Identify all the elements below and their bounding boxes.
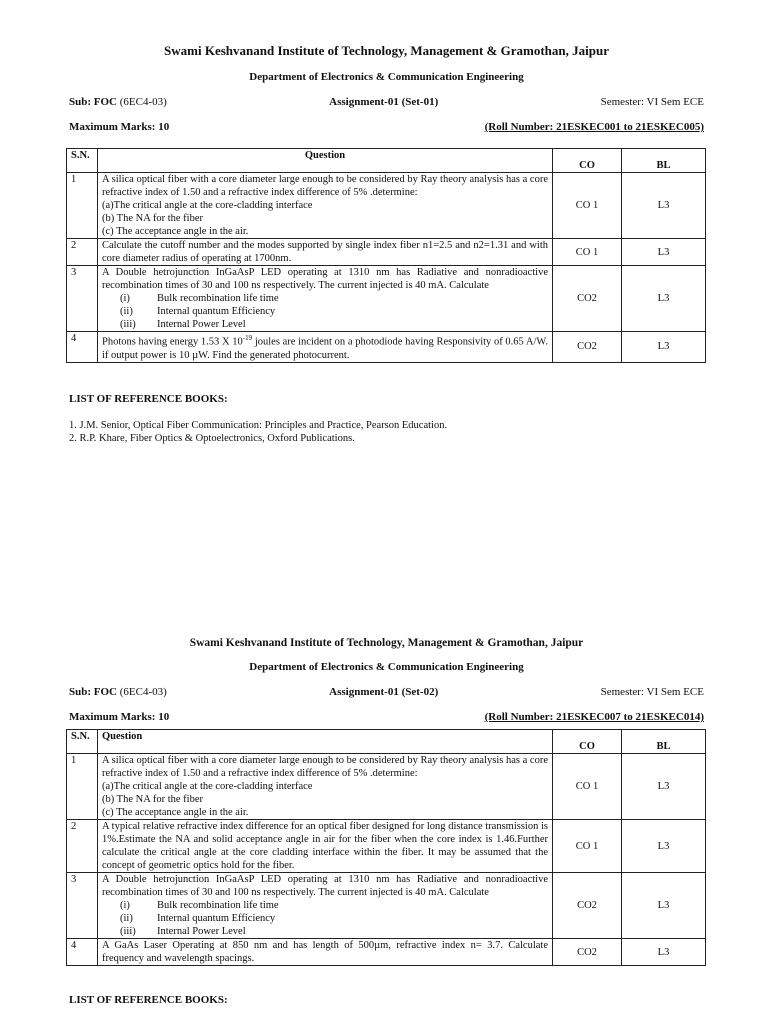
header-bl: BL xyxy=(622,149,706,173)
institute-name: Swami Keshvanand Institute of Technology, Management & Gramothan, Jaipur xyxy=(189,637,584,649)
sub-question-list xyxy=(102,899,548,938)
assignment-title: Assignment-01 (Set-01) xyxy=(329,96,439,108)
roll-range: (Roll Number: 21ESKEC001 to 21ESKEC005) xyxy=(484,121,704,133)
header-co: CO xyxy=(553,149,622,173)
header-sn: S.N. xyxy=(67,149,98,173)
item-numeral: (iii) xyxy=(120,319,136,330)
header-bl: BL xyxy=(622,730,706,754)
assignment-set-2 xyxy=(66,637,707,1006)
question-text xyxy=(98,266,553,332)
table-row xyxy=(67,266,706,332)
header-question: Question xyxy=(98,730,553,754)
row-bl: L3 xyxy=(622,754,706,820)
question-text: A GaAs Laser Operating at 850 nm and has length of 500µm, refractive index n= 3.7. Calculate frequency and wavelength spacings. xyxy=(98,939,553,966)
table-row xyxy=(67,939,706,966)
subject-code: (6EC4-03) xyxy=(119,96,167,108)
table-row xyxy=(67,332,706,363)
table-row xyxy=(67,754,706,820)
row-co: CO2 xyxy=(553,873,622,939)
subject-code: (6EC4-03) xyxy=(119,686,167,698)
institute-name: Swami Keshvanand Institute of Technology, Management & Gramothan, Jaipur xyxy=(164,43,609,58)
row-co: CO 1 xyxy=(553,754,622,820)
question-line: (a)The critical angle at the core-cladding interface xyxy=(102,781,313,792)
item-numeral: (i) xyxy=(120,900,130,911)
row-bl: L3 xyxy=(622,332,706,363)
row-co: CO2 xyxy=(553,332,622,363)
row-bl: L3 xyxy=(622,820,706,873)
question-text: A typical relative refractive index difference for an optical fiber designed for long distance transmission is 1%.Estimate the NA and solid acceptance angle in air for the fiber when the core index is 1.46.Further calculate the critical angle at the core cladding interface within the fiber. It may be assumed that the concept of geometric optics hold for the fiber. xyxy=(98,820,553,873)
item-text: Internal quantum Efficiency xyxy=(157,306,276,317)
table-row xyxy=(67,820,706,873)
department-name: Department of Electronics & Communication Engineering xyxy=(249,71,524,83)
header-sn: S.N. xyxy=(67,730,98,754)
question-body: A silica optical fiber with a core diameter large enough to be considered by Ray theory analysis has a core refractive index of 1.50 and a refractive index difference of 5% .determine: xyxy=(102,755,548,779)
row-sn: 3 xyxy=(67,873,98,939)
question-text xyxy=(98,873,553,939)
exponent: -19 xyxy=(242,334,253,342)
row-co: CO 1 xyxy=(553,239,622,266)
question-text xyxy=(98,332,553,363)
row-sn: 4 xyxy=(67,332,98,363)
row-sn: 1 xyxy=(67,173,98,239)
table-header xyxy=(67,149,706,173)
question-text: Calculate the cutoff number and the modes supported by single index fiber n1=2.5 and n2=1.31 and with core diameter radius of operating at 1700nm. xyxy=(98,239,553,266)
reference-item: 1. J.M. Senior, Optical Fiber Communication: Principles and Practice, Pearson Education. xyxy=(69,419,448,431)
marks-row xyxy=(66,121,707,133)
row-co: CO2 xyxy=(553,939,622,966)
item-numeral: (i) xyxy=(120,293,130,304)
header-question: Question xyxy=(98,149,553,173)
question-text xyxy=(98,173,553,239)
reference-heading: LIST OF REFERENCE BOOKS: xyxy=(69,392,228,405)
assignment-title: Assignment-01 (Set-02) xyxy=(329,686,439,698)
reference-item: 2. R.P. Khare, Fiber Optics & Optoelectronics, Oxford Publications. xyxy=(69,432,355,444)
semester: Semester: VI Sem ECE xyxy=(600,686,704,698)
row-sn: 2 xyxy=(67,820,98,873)
question-table xyxy=(66,729,706,966)
question-part: Photons having energy 1.53 X 10 xyxy=(102,336,243,348)
subject-row xyxy=(66,96,707,108)
subject-row xyxy=(66,686,707,698)
row-sn: 1 xyxy=(67,754,98,820)
question-table xyxy=(66,148,706,363)
row-sn: 2 xyxy=(67,239,98,266)
header-co: CO xyxy=(553,730,622,754)
max-marks: Maximum Marks: 10 xyxy=(69,711,170,723)
item-text: Bulk recombination life time xyxy=(157,900,279,911)
row-sn: 3 xyxy=(67,266,98,332)
table-row xyxy=(67,239,706,266)
question-part: joules are incident on a photodiode having Responsivity of 0.65 A/W. if output power is 10 µW. Find the generated photocurrent. xyxy=(102,336,549,361)
row-bl: L3 xyxy=(622,873,706,939)
row-co: CO2 xyxy=(553,266,622,332)
row-co: CO 1 xyxy=(553,820,622,873)
sub-question-list xyxy=(102,292,548,331)
question-body: A Double hetrojunction InGaAsP LED operating at 1310 nm has Radiative and nonradioactive recombination times of 30 and 100 ns respectively. The current injected is 40 mA. Calculate xyxy=(102,267,548,291)
roll-range: (Roll Number: 21ESKEC007 to 21ESKEC014) xyxy=(484,711,704,723)
max-marks: Maximum Marks: 10 xyxy=(69,121,170,133)
assignment-set-1 xyxy=(66,43,707,445)
item-text: Internal Power Level xyxy=(157,926,246,937)
row-sn: 4 xyxy=(67,939,98,966)
question-line: (b) The NA for the fiber xyxy=(102,213,203,224)
table-row xyxy=(67,173,706,239)
semester: Semester: VI Sem ECE xyxy=(600,96,704,108)
reference-heading: LIST OF REFERENCE BOOKS: xyxy=(69,994,228,1006)
table-row xyxy=(67,873,706,939)
row-bl: L3 xyxy=(622,939,706,966)
question-line: (c) The acceptance angle in the air. xyxy=(102,807,249,818)
table-header xyxy=(67,730,706,754)
subject-label: Sub: FOC xyxy=(69,96,117,108)
item-numeral: (ii) xyxy=(120,913,133,924)
reference-list xyxy=(69,419,707,445)
row-bl: L3 xyxy=(622,173,706,239)
item-text: Internal Power Level xyxy=(157,319,246,330)
marks-row xyxy=(66,711,707,723)
row-co: CO 1 xyxy=(553,173,622,239)
question-text xyxy=(98,754,553,820)
item-text: Bulk recombination life time xyxy=(157,293,279,304)
question-line: (b) The NA for the fiber xyxy=(102,794,203,805)
department-name: Department of Electronics & Communication Engineering xyxy=(249,661,524,673)
question-body: A Double hetrojunction InGaAsP LED operating at 1310 nm has Radiative and nonradioactive recombination times of 30 and 100 ns respectively. The current injected is 40 mA. Calculate xyxy=(102,874,548,898)
item-numeral: (ii) xyxy=(120,306,133,317)
row-bl: L3 xyxy=(622,266,706,332)
subject-label: Sub: FOC xyxy=(69,686,117,698)
question-line: (c) The acceptance angle in the air. xyxy=(102,226,249,237)
row-bl: L3 xyxy=(622,239,706,266)
question-line: (a)The critical angle at the core-cladding interface xyxy=(102,200,313,211)
item-numeral: (iii) xyxy=(120,926,136,937)
question-body: A silica optical fiber with a core diameter large enough to be considered by Ray theory analysis has a core refractive index of 1.50 and a refractive index difference of 5% .determine: xyxy=(102,174,548,198)
item-text: Internal quantum Efficiency xyxy=(157,913,276,924)
